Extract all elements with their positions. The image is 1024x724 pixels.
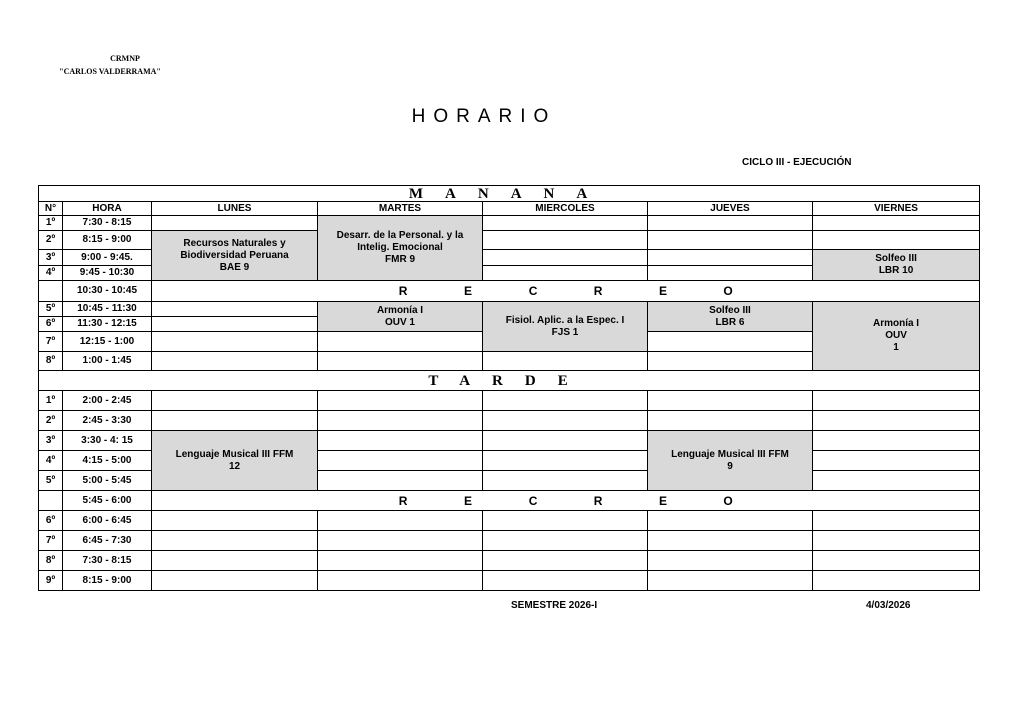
day-header-lunes: LUNES: [152, 202, 318, 216]
recreo-letter: R: [398, 493, 408, 508]
row-number: 9º: [39, 571, 63, 591]
row-number: 6º: [39, 317, 63, 332]
row-number: 2º: [39, 231, 63, 250]
day-header-miercoles: MIERCOLES: [483, 202, 648, 216]
row-number: 2º: [39, 411, 63, 431]
manana-header-row: [39, 186, 980, 202]
recreo-row: [39, 281, 980, 302]
institution-short: CRMNP: [110, 54, 140, 63]
row-hora: 3:30 - 4: 15: [63, 431, 152, 451]
empty-cell: [813, 551, 980, 571]
manana-label: MANANA: [39, 186, 980, 202]
row-hora: 9:00 - 9:45.: [63, 250, 152, 266]
row-hora: 9:45 - 10:30: [63, 266, 152, 281]
row-number: 8º: [39, 352, 63, 371]
row-hora: 2:00 - 2:45: [63, 391, 152, 411]
row-number: 3º: [39, 431, 63, 451]
row-number: 8º: [39, 551, 63, 571]
course-line: Fisiol. Aplic. a la Espec. I: [505, 314, 625, 326]
row-number: [39, 281, 63, 302]
empty-cell: [813, 431, 980, 451]
col-hora-header: HORA: [63, 202, 152, 216]
empty-cell: [648, 551, 813, 571]
row-hora: 10:45 - 11:30: [63, 302, 152, 317]
empty-cell: [318, 551, 483, 571]
empty-cell: [152, 571, 318, 591]
course-line: Lenguaje Musical III FFM: [175, 448, 294, 460]
row-hora: 2:45 - 3:30: [63, 411, 152, 431]
course-armonia-viernes: [813, 302, 980, 371]
course-line: 9: [727, 460, 733, 472]
empty-cell: [152, 551, 318, 571]
table-row: [39, 431, 980, 451]
empty-cell: [152, 332, 318, 352]
row-hora: 12:15 - 1:00: [63, 332, 152, 352]
empty-cell: [648, 352, 813, 371]
table-row: [39, 571, 980, 591]
row-hora: 5:00 - 5:45: [63, 471, 152, 491]
row-number: [39, 491, 63, 511]
recreo-letter: O: [723, 284, 733, 298]
row-hora: 6:45 - 7:30: [63, 531, 152, 551]
course-desarrollo-personal: [318, 216, 483, 281]
empty-cell: [152, 531, 318, 551]
empty-cell: [318, 411, 483, 431]
empty-cell: [648, 511, 813, 531]
course-line: FJS 1: [551, 326, 579, 338]
table-row: [39, 302, 980, 317]
course-line: 1: [893, 342, 899, 353]
empty-cell: [152, 302, 318, 317]
empty-cell: [483, 411, 648, 431]
course-line: OUV: [885, 330, 907, 341]
tarde-label: TARDE: [39, 371, 980, 391]
empty-cell: [318, 352, 483, 371]
date-label: 4/03/2026: [866, 600, 911, 611]
table-row: [39, 531, 980, 551]
empty-cell: [483, 531, 648, 551]
course-line: Solfeo III: [709, 304, 751, 316]
course-line: Armonía I: [376, 304, 424, 316]
row-number: 1º: [39, 216, 63, 231]
course-line: Intelig. Emocional: [357, 242, 443, 253]
course-line: Armonía I: [872, 318, 920, 329]
page-title: HORARIO: [411, 106, 557, 127]
row-number: 5º: [39, 302, 63, 317]
course-solfeo-jueves: [648, 302, 813, 332]
empty-cell: [152, 352, 318, 371]
empty-cell: [813, 571, 980, 591]
empty-cell: [648, 266, 813, 281]
course-line: BAE 9: [219, 261, 250, 273]
empty-cell: [483, 571, 648, 591]
empty-cell: [152, 411, 318, 431]
recreo-letter: R: [593, 284, 603, 298]
recreo-letter: C: [528, 493, 538, 508]
recreo-letter: R: [593, 493, 603, 508]
table-row: [39, 551, 980, 571]
row-hora: 4:15 - 5:00: [63, 451, 152, 471]
row-hora: 11:30 - 12:15: [63, 317, 152, 332]
empty-cell: [483, 471, 648, 491]
course-lenguaje-musical-jueves: [648, 431, 813, 491]
empty-cell: [483, 216, 648, 231]
row-hora: 8:15 - 9:00: [63, 571, 152, 591]
empty-cell: [483, 511, 648, 531]
recreo-row: [39, 491, 980, 511]
recreo-letter: E: [659, 493, 668, 508]
empty-cell: [648, 216, 813, 231]
empty-cell: [648, 571, 813, 591]
schedule-table: [38, 185, 980, 591]
recreo-letter: O: [723, 493, 733, 508]
course-armonia-martes: [318, 302, 483, 332]
recreo-label: [152, 281, 980, 302]
recreo-letter: C: [528, 284, 538, 298]
empty-cell: [483, 352, 648, 371]
empty-cell: [483, 451, 648, 471]
empty-cell: [813, 391, 980, 411]
table-row: [39, 231, 980, 250]
course-fisiologia: [483, 302, 648, 352]
day-header-viernes: VIERNES: [813, 202, 980, 216]
row-hora: 7:30 - 8:15: [63, 216, 152, 231]
course-line: OUV 1: [384, 316, 415, 328]
ciclo-label: CICLO III - EJECUCIÓN: [742, 157, 852, 168]
empty-cell: [813, 451, 980, 471]
row-number: 7º: [39, 531, 63, 551]
empty-cell: [318, 451, 483, 471]
empty-cell: [483, 391, 648, 411]
empty-cell: [813, 411, 980, 431]
recreo-letter: E: [464, 493, 473, 508]
empty-cell: [648, 250, 813, 266]
course-line: 12: [228, 460, 241, 472]
empty-cell: [648, 332, 813, 352]
semester-label: SEMESTRE 2026-I: [511, 600, 598, 611]
empty-cell: [152, 317, 318, 332]
recreo-letter: E: [464, 284, 473, 298]
empty-cell: [318, 471, 483, 491]
row-number: 4º: [39, 266, 63, 281]
row-number: 1º: [39, 391, 63, 411]
course-line: FMR 9: [385, 254, 415, 265]
row-hora: 6:00 - 6:45: [63, 511, 152, 531]
row-number: 3º: [39, 250, 63, 266]
recreo-letter: R: [398, 284, 408, 298]
course-line: Biodiversidad Peruana: [180, 249, 289, 261]
table-row: [39, 391, 980, 411]
empty-cell: [648, 231, 813, 250]
day-header-martes: MARTES: [318, 202, 483, 216]
empty-cell: [318, 571, 483, 591]
row-number: 6º: [39, 511, 63, 531]
empty-cell: [813, 471, 980, 491]
empty-cell: [152, 391, 318, 411]
empty-cell: [483, 431, 648, 451]
day-header-jueves: JUEVES: [648, 202, 813, 216]
empty-cell: [318, 332, 483, 352]
table-row: [39, 511, 980, 531]
empty-cell: [813, 216, 980, 231]
course-line: Desarr. de la Personal. y la: [336, 230, 464, 241]
empty-cell: [318, 511, 483, 531]
empty-cell: [483, 250, 648, 266]
empty-cell: [648, 411, 813, 431]
tarde-header-row: [39, 371, 980, 391]
recreo-letter: E: [659, 284, 668, 298]
table-row: [39, 216, 980, 231]
course-recursos-naturales: [152, 231, 318, 281]
empty-cell: [648, 531, 813, 551]
row-number: 7º: [39, 332, 63, 352]
table-row: [39, 411, 980, 431]
empty-cell: [648, 391, 813, 411]
empty-cell: [152, 511, 318, 531]
empty-cell: [813, 231, 980, 250]
course-line: Recursos Naturales y: [183, 237, 286, 249]
empty-cell: [813, 511, 980, 531]
row-number: 5º: [39, 471, 63, 491]
empty-cell: [813, 531, 980, 551]
row-hora: 1:00 - 1:45: [63, 352, 152, 371]
row-hora: 10:30 - 10:45: [63, 281, 152, 302]
course-line: LBR 10: [878, 265, 914, 276]
row-hora: 7:30 - 8:15: [63, 551, 152, 571]
course-solfeo-viernes: [813, 250, 980, 281]
empty-cell: [483, 231, 648, 250]
institution-name: "CARLOS VALDERRAMA": [59, 67, 161, 76]
recreo-label: [152, 491, 980, 511]
course-line: Solfeo III: [875, 253, 917, 264]
column-header-row: [39, 202, 980, 216]
course-line: LBR 6: [715, 316, 745, 328]
empty-cell: [318, 391, 483, 411]
empty-cell: [483, 266, 648, 281]
col-n-header: N°: [39, 202, 63, 216]
course-line: Lenguaje Musical III FFM: [671, 448, 789, 460]
empty-cell: [483, 551, 648, 571]
row-hora: 8:15 - 9:00: [63, 231, 152, 250]
row-number: 4º: [39, 451, 63, 471]
empty-cell: [152, 216, 318, 231]
row-hora: 5:45 - 6:00: [63, 491, 152, 511]
course-lenguaje-musical-lunes: [152, 431, 318, 491]
empty-cell: [318, 531, 483, 551]
empty-cell: [318, 431, 483, 451]
